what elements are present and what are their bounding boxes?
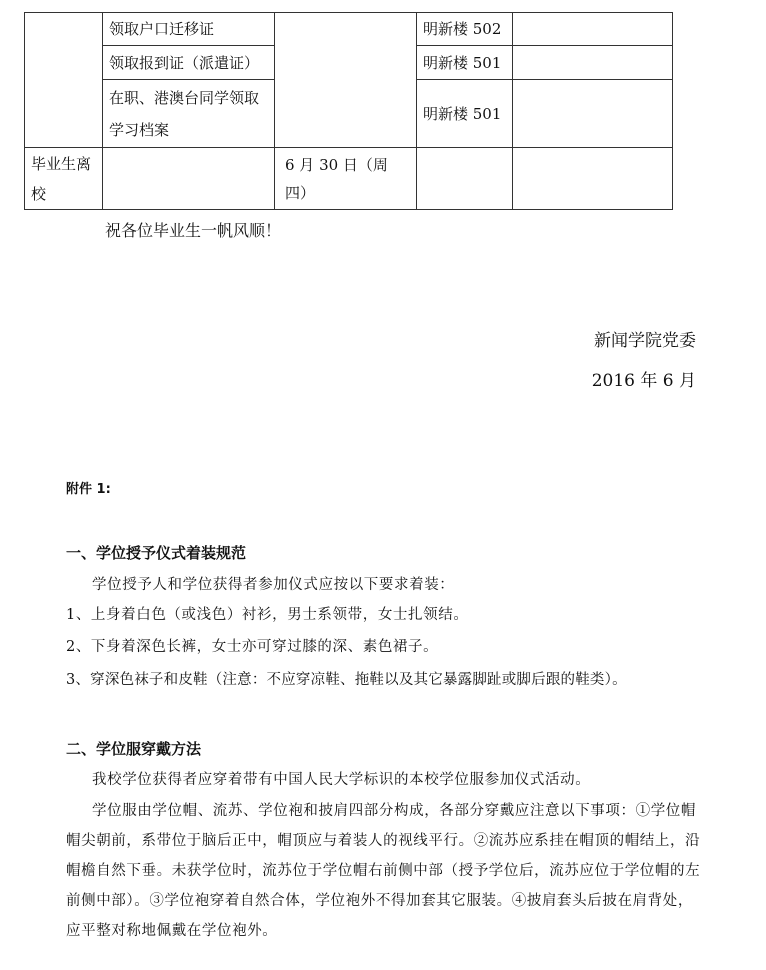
closing-wish: 祝各位毕业生一帆风顺！ [105, 221, 282, 240]
paragraph: 我校学位获得者应穿着带有中国人民大学标识的本校学位服参加仪式活动。 [92, 772, 591, 788]
section-heading: 二、学位服穿戴方法 [66, 740, 202, 758]
table-cell-location: 明新楼 501 [417, 80, 513, 148]
table-cell-location: 明新楼 502 [417, 13, 513, 46]
table-cell-empty [513, 46, 673, 80]
section-heading: 一、学位授予仪式着装规范 [66, 544, 247, 562]
table-cell-leave-label: 毕业生离校 [25, 148, 103, 210]
table-cell-task: 在职、港澳台同学领取学习档案 [103, 80, 275, 148]
signature-org: 新闻学院党委 [594, 331, 696, 351]
schedule-table [24, 12, 673, 210]
list-item: 2、下身着深色长裤，女士亦可穿过膝的深、素色裙子。 [66, 639, 439, 655]
table-cell-task: 领取户口迁移证 [103, 13, 275, 46]
table-cell-empty [103, 148, 275, 210]
table-cell-location: 明新楼 501 [417, 46, 513, 80]
table-cell-task: 领取报到证（派遣证） [103, 46, 275, 80]
table-cell-empty [417, 148, 513, 210]
table-cell-empty [25, 13, 103, 148]
table-cell-leave-date: 6 月 30 日（周四） [275, 148, 417, 210]
table-row [25, 13, 673, 46]
table-cell-empty [513, 148, 673, 210]
paragraph: 学位服由学位帽、流苏、学位袍和披肩四部分构成，各部分穿戴应注意以下事项：①学位帽帽尖朝前，系带位于脑后正中，帽顶应与着装人的视线平行。②流苏应系挂在帽顶的帽结上，沿帽檐自然下垂。未获学位时，流苏位于学位帽右前侧中部（授予学位后，流苏应位于学位帽的左前侧中部）。③学位袍穿着自然合体，学位袍外不得加套其它服装。④披肩套头后披在肩背处，应平整对称地佩戴在学位袍外。 [66, 803, 701, 939]
attachment-label: 附件 1: [66, 482, 111, 497]
table-cell-empty [275, 13, 417, 148]
table-row [25, 148, 673, 210]
section-intro: 学位授予人和学位获得者参加仪式应按以下要求着装： [92, 577, 455, 593]
table-cell-empty [513, 13, 673, 46]
list-item: 1、上身着白色（或浅色）衬衫，男士系领带，女士扎领结。 [66, 607, 469, 623]
list-item: 3、穿深色袜子和皮鞋（注意：不应穿凉鞋、拖鞋以及其它暴露脚趾或脚后跟的鞋类）。 [66, 672, 627, 688]
table-cell-empty [513, 80, 673, 148]
signature-date: 2016 年 6 月 [591, 371, 696, 391]
